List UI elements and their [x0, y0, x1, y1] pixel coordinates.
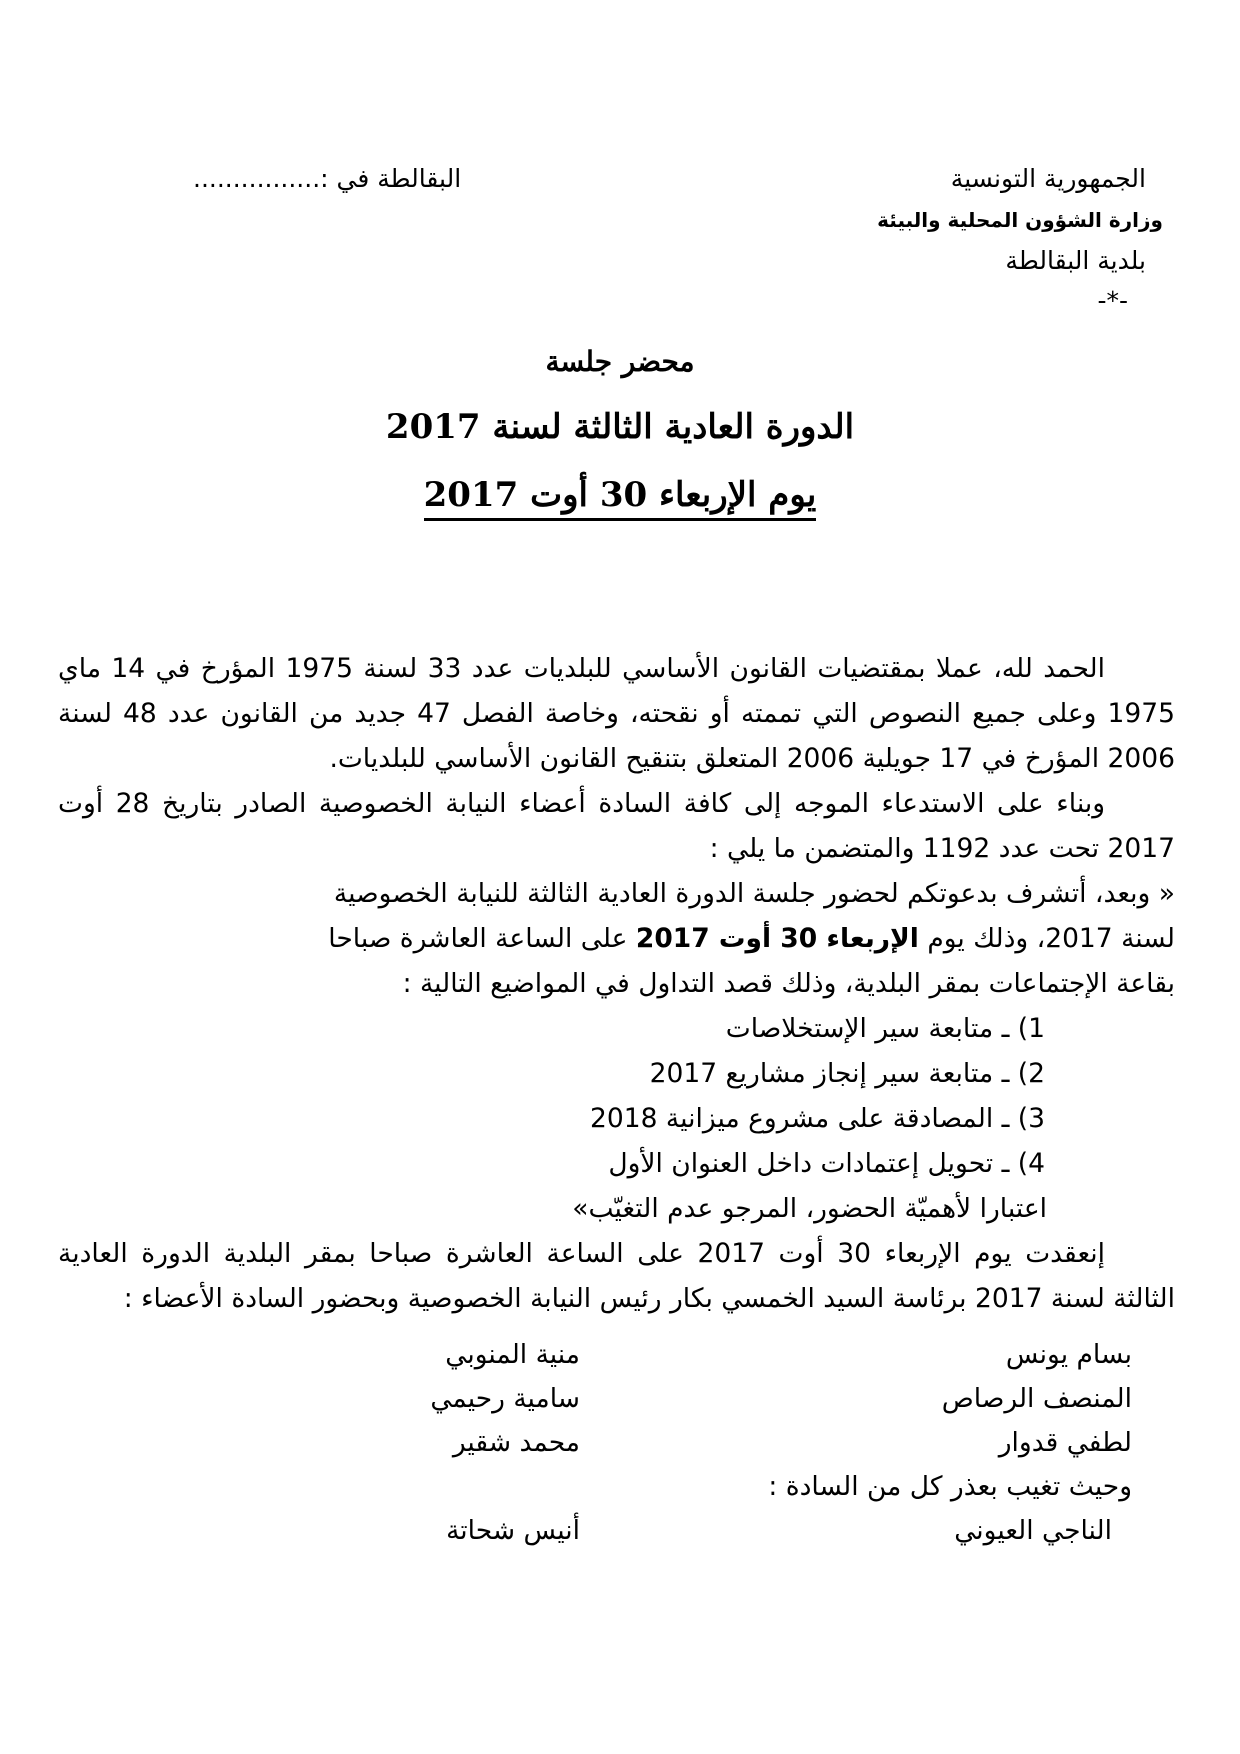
quote-line-2-date: الإربعاء 30 أوت 2017: [635, 923, 919, 954]
agenda-item: 1) ـ متابعة سير الإستخلاصات: [725, 1013, 1045, 1044]
quote-line-3: بقاعة الإجتماعات بمقر البلدية، وذلك قصد التداول في المواضيع التالية :: [402, 968, 1175, 999]
member-present: سامية رحيمي: [430, 1383, 580, 1414]
member-present: بسام يونس: [1005, 1339, 1132, 1370]
header-country: الجمهورية التونسية: [950, 164, 1146, 193]
member-present: المنصف الرصاص: [941, 1383, 1132, 1414]
header-municipality: بلدية البقالطة: [1005, 246, 1146, 275]
agenda-item: 4) ـ تحويل إعتمادات داخل العنوان الأول: [608, 1148, 1045, 1179]
member-present: منية المنوبي: [445, 1339, 580, 1370]
quote-line-1: « وبعد، أتشرف بدعوتكم لحضور جلسة الدورة العادية الثالثة للنيابة الخصوصية: [333, 878, 1175, 909]
header-place-date: البقالطة في :................: [193, 164, 462, 193]
paragraph-convocation: وبناء على الاستدعاء الموجه إلى كافة السادة أعضاء النيابة الخصوصية الصادر بتاريخ 28 أوت 2017 تحت عدد 1192 والمتضمن ما يلي :: [58, 788, 1175, 864]
member-present: محمد شقير: [452, 1427, 580, 1458]
title-minutes: محضر جلسة: [545, 345, 695, 378]
absent-label: وحيث تغيب بعذر كل من السادة :: [768, 1471, 1132, 1502]
member-absent: الناجي العيوني: [954, 1515, 1112, 1546]
header-ministry: وزارة الشؤون المحلية والبيئة: [877, 208, 1163, 232]
member-absent: أنيس شحاتة: [446, 1515, 580, 1546]
member-present: لطفي قدوار: [998, 1427, 1132, 1458]
quote-closing: اعتبارا لأهميّة الحضور، المرجو عدم التغيّب»: [572, 1193, 1047, 1224]
quote-line-2: [58, 916, 1240, 961]
paragraph-session-opening: إنعقدت يوم الإربعاء 30 أوت 2017 على الساعة العاشرة صباحا بمقر البلدية الدورة العادية الثالثة لسنة 2017 برئاسة السيد الخمسي بكار رئيس النيابة الخصوصية وبحضور السادة الأعضاء :: [58, 1238, 1175, 1314]
quote-line-2-start: لسنة 2017، وذلك يوم: [918, 923, 1175, 954]
header-separator: -*-: [1097, 286, 1128, 315]
paragraph-legal-basis: الحمد لله، عملا بمقتضيات القانون الأساسي للبلديات عدد 33 لسنة 1975 المؤرخ في 14 ماي 1975 وعلى جميع النصوص التي تممته أو نقحته، وخاصة الفصل 47 جديد من القانون عدد 48 لسنة 2006 المؤرخ في 17 جويلية 2006 المتعلق بتنقيح القانون الأساسي للبلديات.: [58, 653, 1175, 774]
title-date: [0, 475, 1240, 521]
agenda-item: 3) ـ المصادقة على مشروع ميزانية 2018: [590, 1103, 1045, 1134]
title-date-text: يوم الإربعاء 30 أوت 2017: [424, 478, 817, 521]
title-session: الدورة العادية الثالثة لسنة 2017: [385, 407, 855, 447]
agenda-item: 2) ـ متابعة سير إنجاز مشاريع 2017: [649, 1058, 1045, 1089]
quote-line-2-end: على الساعة العاشرة صباحا: [328, 923, 636, 954]
